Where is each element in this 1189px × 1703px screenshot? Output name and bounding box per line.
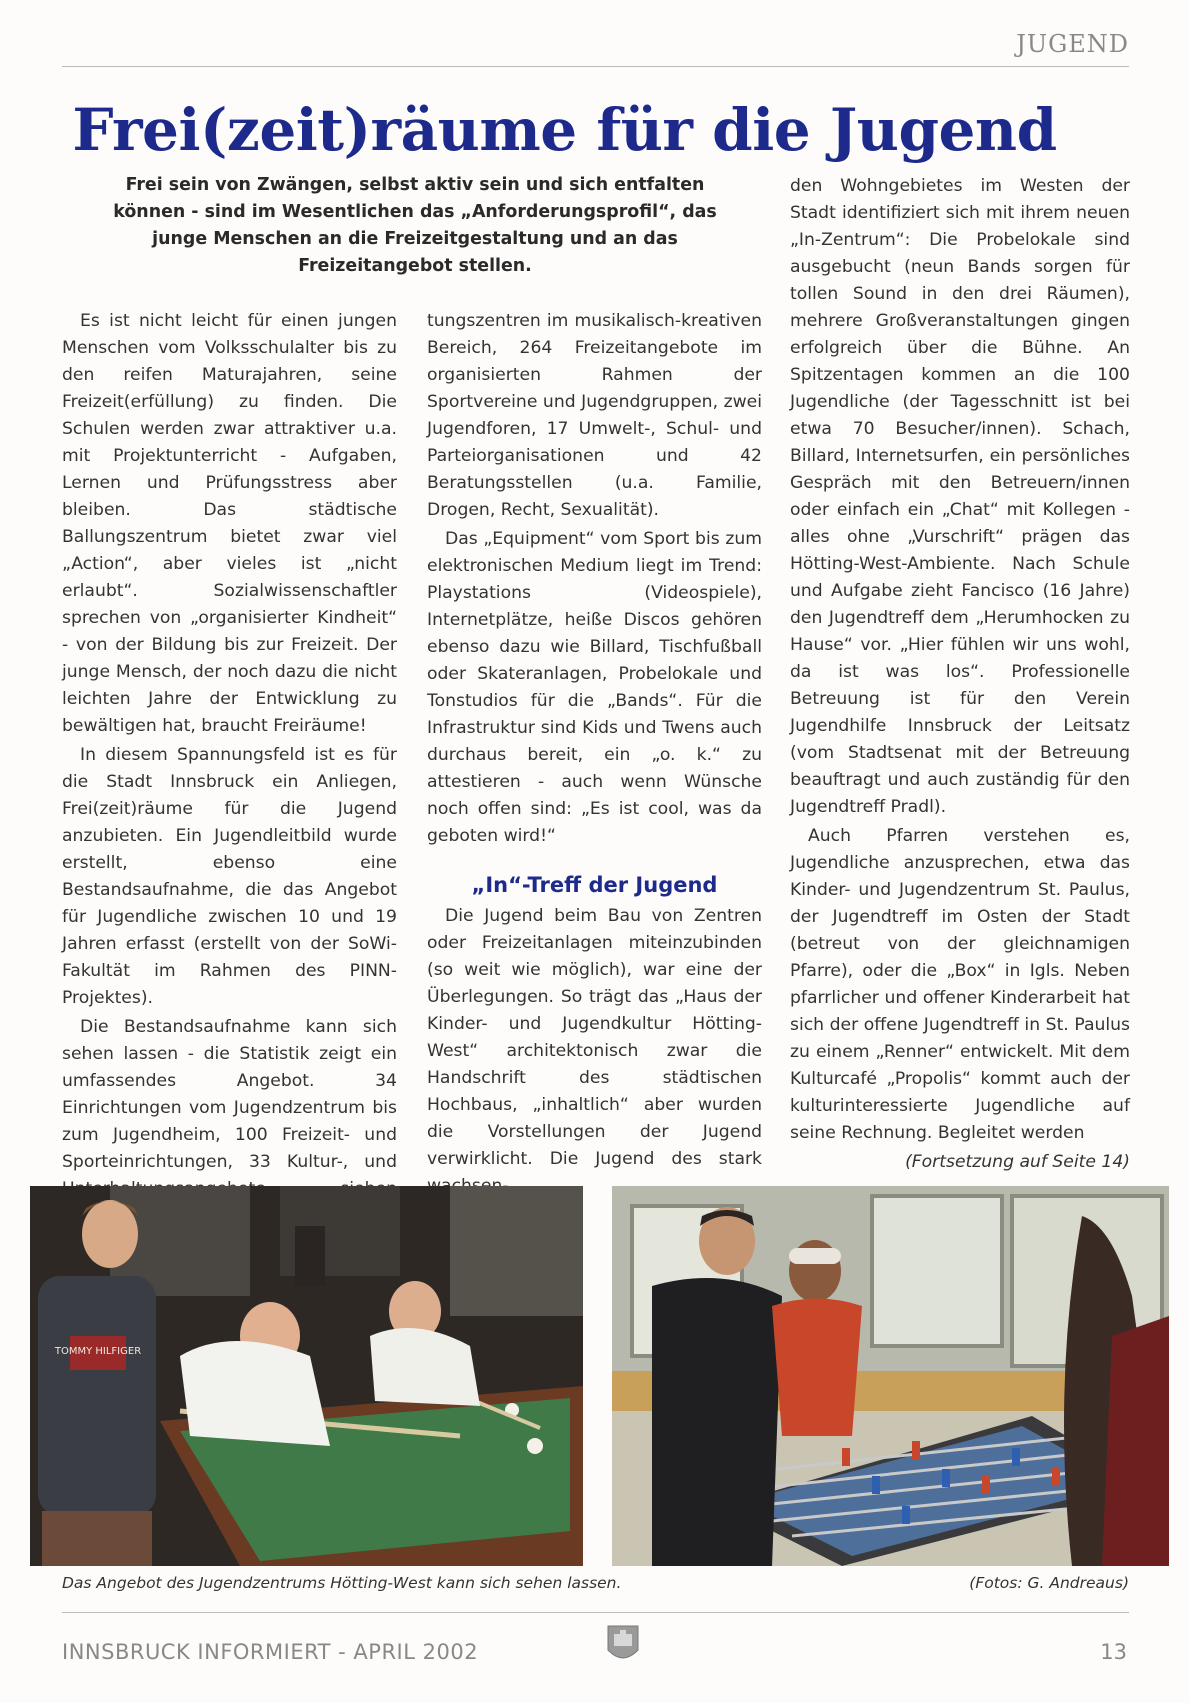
top-rule bbox=[62, 66, 1129, 67]
intro-lead: Frei sein von Zwängen, selbst aktiv sein und sich entfalten können - sind im Wesentlichen das „Anforderungsprofil“, das junge Menschen an die Freizeitgestaltung und an das Freizeitangebot stellen. bbox=[113, 175, 717, 276]
column-3 bbox=[790, 173, 1130, 1176]
photo-credit: (Fotos: G. Andreaus) bbox=[969, 1574, 1129, 1592]
headline: Frei(zeit)räume für die Jugend bbox=[72, 96, 1057, 164]
foosball-photo bbox=[612, 1186, 1169, 1566]
shirt-logo-text: TOMMY HILFIGER bbox=[54, 1346, 142, 1357]
paragraph: den Wohngebietes im Westen der Stadt identifiziert sich mit ihrem neuen „In-Zentrum“: Die Probelokale sind ausgebucht (neun Bands sorgen für tollen Sound in den drei Räumen), mehrere Großveranstaltungen gingen erfolgreich über die Bühne. An Spitzentagen kommen an die 100 Jugendliche (der Tagesschnitt ist bei etwa 70 Besucher/innen). Schach, Billard, Internetsurfen, ein persönliches Gespräch mit den Betreuern/innen oder einfach ein „Chat“ mit Kollegen - alles ohne „Vurschrift“ prägen das Hötting-West-Ambiente. Nach Schule und Aufgabe zieht Fancisco (16 Jahre) den Jugendtreff dem „Herumhocken zu Hause“ vor. „Hier fühlen wir uns wohl, da ist was los“. Professionelle Betreuung ist für den Verein Jugendhilfe Innsbruck der Leitsatz (vom Stadtsenat mit der Betreuung beauftragt und auch zuständig für den Jugendtreff Pradl). bbox=[790, 176, 1130, 817]
page-number: 13 bbox=[1100, 1640, 1127, 1664]
billiards-illustration bbox=[30, 1186, 583, 1566]
paragraph: tungszentren im musikalisch-kreativen Bereich, 264 Freizeitangebote im organisierten Rahmen der Sportvereine und Jugendgruppen, zwei Jugendforen, 17 Umwelt-, Schul- und Parteiorganisationen und 42 Beratungsstellen (u.a. Familie, Drogen, Recht, Sexualität). bbox=[427, 311, 762, 520]
column-2 bbox=[427, 308, 762, 1202]
paragraph: Die Bestandsaufnahme kann sich sehen lassen - die Statistik zeigt ein umfassendes Angebot. 34 Einrichtungen vom Jugendzentrum bis zum Jugendheim, 100 Freizeit- und Sporteinrichtungen, 33 Kultur-, und bbox=[62, 1017, 397, 1172]
paragraph: Es ist nicht leicht für einen jungen Menschen vom Volksschulalter bis zu den reifen Maturajahren, seine Freizeit(erfüllung) zu finden. Die Schulen werden zwar attraktiver u.a. mit Projektunterricht - Aufgaben, Lernen und Prüfungsstress aber bleiben. Das städtische Ballungszentrum bietet zwar viel „Action“, aber vieles ist „nicht erlaubt“. Sozialwissenschaftler sprechen von „organisierter Kindheit“ - von der Bildung bis zur Freizeit. Der junge Mensch, der noch dazu die nicht leichten Jahre der Entwicklung zu bewältigen hat, braucht Freiräume! bbox=[62, 311, 397, 736]
continued-note: (Fortsetzung auf Seite 14) bbox=[905, 1152, 1130, 1172]
section-label: JUGEND bbox=[1016, 30, 1129, 58]
paragraph: Das „Equipment“ vom Sport bis zum elektronischen Medium liegt im Trend: Playstations (Videospiele), Internetplätze, heiße Discos gehören ebenso dazu wie Billard, Tischfußball oder Skateranlagen, Probelokale und Tonstudios für die „Bands“. Für die Infrastruktur sind Kids und Twens auch durchaus bereit, ein „o. k.“ zu attestieren - auch wenn Wünsche noch offen sind: „Es ist cool, was da geboten wird!“ bbox=[427, 529, 762, 846]
paragraph: Auch Pfarren verstehen es, Jugendliche anzusprechen, etwa das Kinder- und Jugendzentrum St. Paulus, der Jugendtreff im Osten der Stadt (betreut von der gleichnamigen Pfarre), oder die „Box“ in Igls. Neben pfarrlicher und offener Kinderarbeit hat sich der offene Jugendtreff in St. Paulus zu einem „Renner“ entwickelt. Mit dem Kulturcafé „Propolis“ kommt auch der kulturinteressierte Jugendliche auf seine Rechnung. Begleitet werden bbox=[790, 826, 1130, 1143]
foosball-illustration bbox=[612, 1186, 1169, 1566]
column-1 bbox=[62, 308, 397, 1232]
billiards-photo bbox=[30, 1186, 583, 1566]
paragraph: In diesem Spannungsfeld ist es für die Stadt Innsbruck ein Anliegen, Frei(zeit)räume für die Jugend anzubieten. Ein Jugendleitbild wurde erstellt, ebenso eine Bestandsaufnahme, die das Angebot für Jugendliche zwischen 10 und 19 Jahren erfasst (erstellt von der SoWi-Fakultät im Rahmen des PINN-Projektes). bbox=[62, 745, 397, 1008]
paragraph: Die Jugend beim Bau von Zentren oder Freizeitanlagen miteinzubinden (so weit wie möglich), war eine der Überlegungen. So trägt das „Haus der Kinder- und Jugendkultur Hötting-West“ architektonisch zwar die Handschrift des städtischen Hochbaus, „inhaltlich“ aber wurden die Vorstellungen der Jugend verwirklicht. Die Jugend des stark bbox=[427, 906, 762, 1169]
bottom-rule bbox=[62, 1612, 1129, 1613]
subheading: „In“-Treff der Jugend bbox=[471, 873, 718, 897]
photo-caption: Das Angebot des Jugendzentrums Hötting-West kann sich sehen lassen. bbox=[62, 1574, 622, 1592]
footer-publication: INNSBRUCK INFORMIERT - APRIL 2002 bbox=[62, 1640, 479, 1664]
city-crest-icon bbox=[606, 1622, 640, 1666]
